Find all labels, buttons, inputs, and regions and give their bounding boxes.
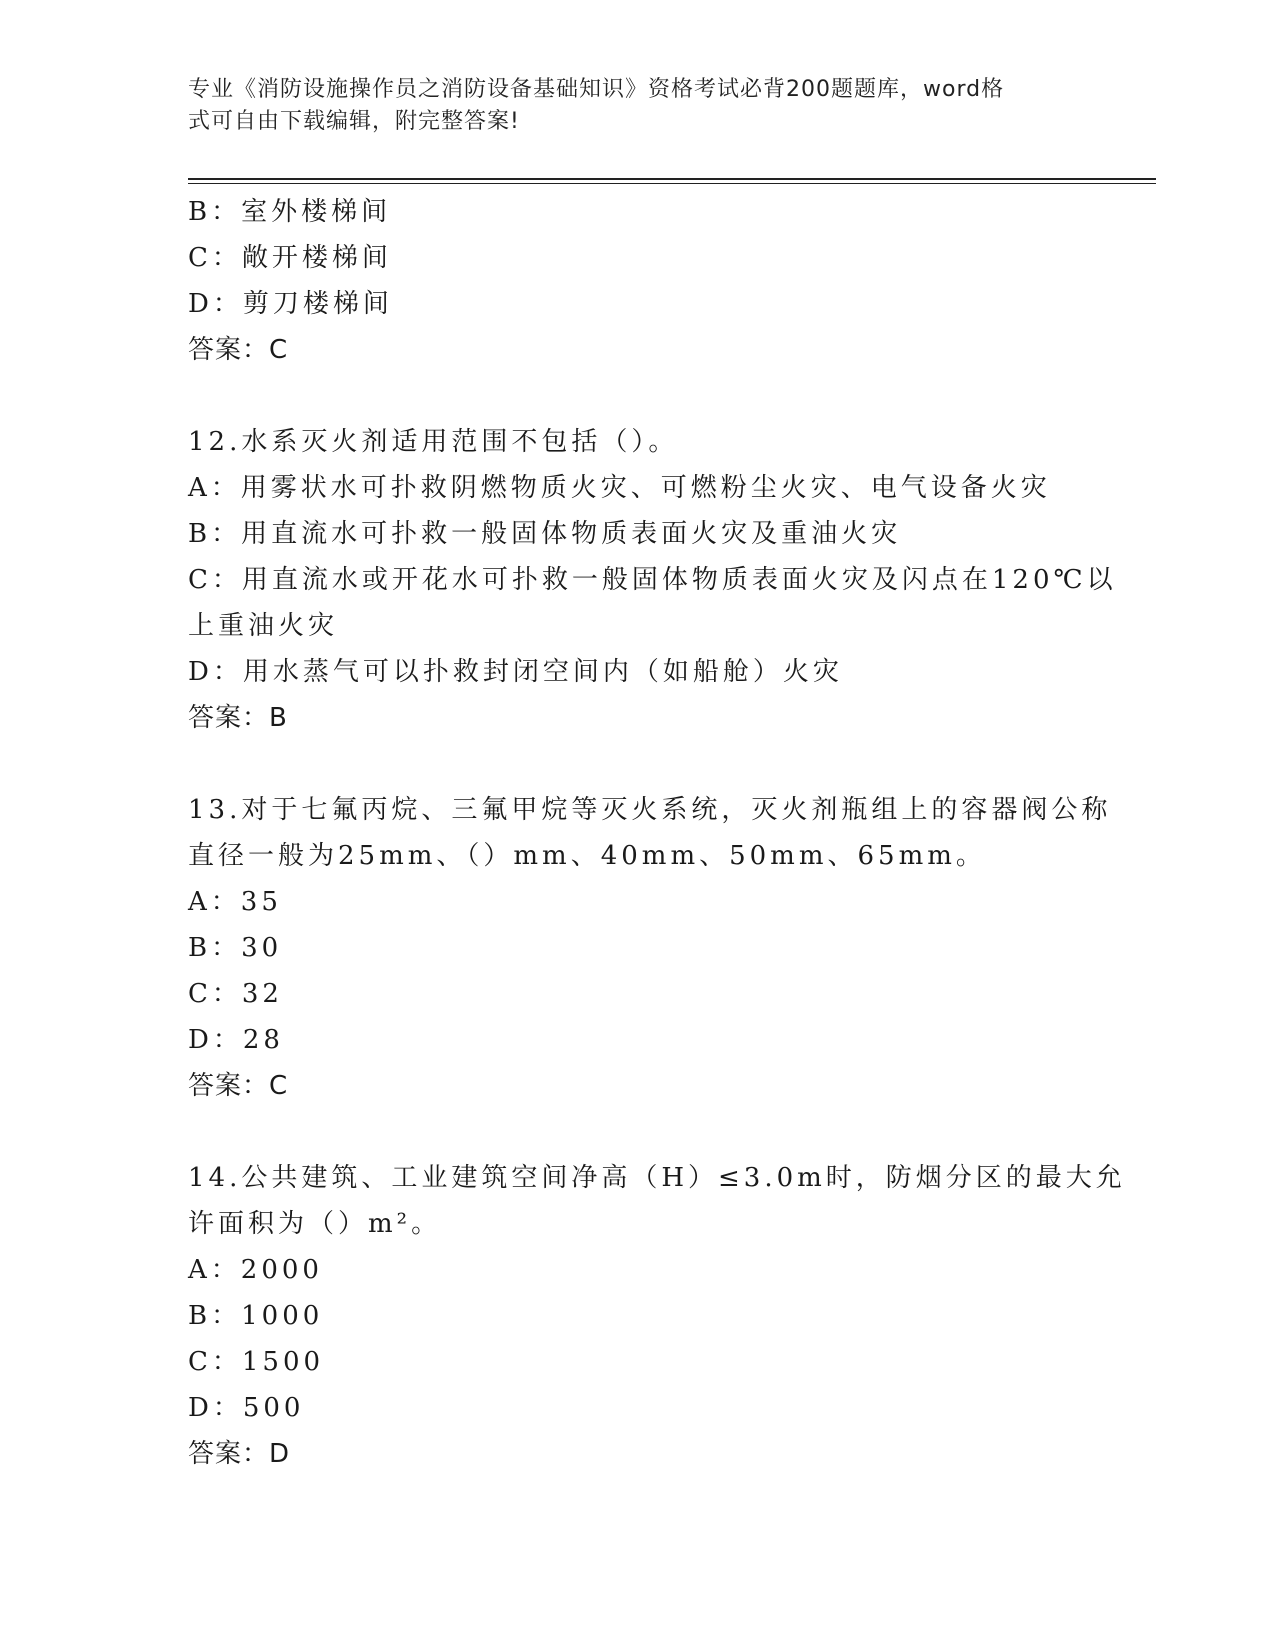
option-c: C：用直流水或开花水可扑救一般固体物质表面火灾及闪点在120℃以	[188, 565, 1117, 595]
header-line-1: 专业《消防设施操作员之消防设备基础知识》资格考试必背200题题库，word格	[188, 77, 1005, 102]
question-stem: 13.对于七氟丙烷、三氟甲烷等灭火系统，灭火剂瓶组上的容器阀公称	[188, 795, 1112, 825]
header-line-2: 式可自由下载编辑，附完整答案!	[188, 109, 520, 134]
option-b: B：用直流水可扑救一般固体物质表面火灾及重油火灾	[188, 519, 902, 549]
question-stem-cont: 许面积为（）m²。	[188, 1209, 442, 1239]
answer-line: 答案：B	[188, 703, 288, 733]
answer-line: 答案：D	[188, 1439, 291, 1469]
option-c-cont: 上重油火灾	[188, 611, 339, 641]
question-content	[188, 189, 1126, 1477]
option-d: D：剪刀楼梯间	[188, 289, 393, 319]
question-stem: 14.公共建筑、工业建筑空间净高（H）≤3.0m时，防烟分区的最大允	[188, 1163, 1126, 1193]
option-b: B：1000	[188, 1301, 324, 1331]
answer-line: 答案：C	[188, 1071, 289, 1101]
option-a: A：用雾状水可扑救阴燃物质火灾、可燃粉尘火灾、电气设备火灾	[188, 473, 1051, 503]
option-a: A：35	[188, 887, 282, 917]
option-c: C：1500	[188, 1347, 325, 1377]
question-12	[188, 419, 1117, 741]
question-14	[188, 1155, 1126, 1477]
question-13	[188, 787, 1112, 1109]
document-header	[188, 74, 1068, 138]
option-d: D：用水蒸气可以扑救封闭空间内（如船舱）火灾	[188, 657, 843, 687]
option-c: C：32	[188, 979, 283, 1009]
option-b: B：30	[188, 933, 283, 963]
answer-line: 答案：C	[188, 335, 289, 365]
option-c: C：敞开楼梯间	[188, 243, 392, 273]
prev-question	[188, 189, 1088, 373]
option-a: A：2000	[188, 1255, 323, 1285]
header-rule-thin	[188, 183, 1156, 184]
question-stem-cont: 直径一般为25mm、（）mm、40mm、50mm、65mm。	[188, 841, 986, 871]
option-d: D：28	[188, 1025, 284, 1055]
header-rule	[188, 178, 1156, 180]
option-b: B：室外楼梯间	[188, 197, 392, 227]
option-d: D：500	[188, 1393, 305, 1423]
question-stem: 12.水系灭火剂适用范围不包括（）。	[188, 427, 679, 457]
